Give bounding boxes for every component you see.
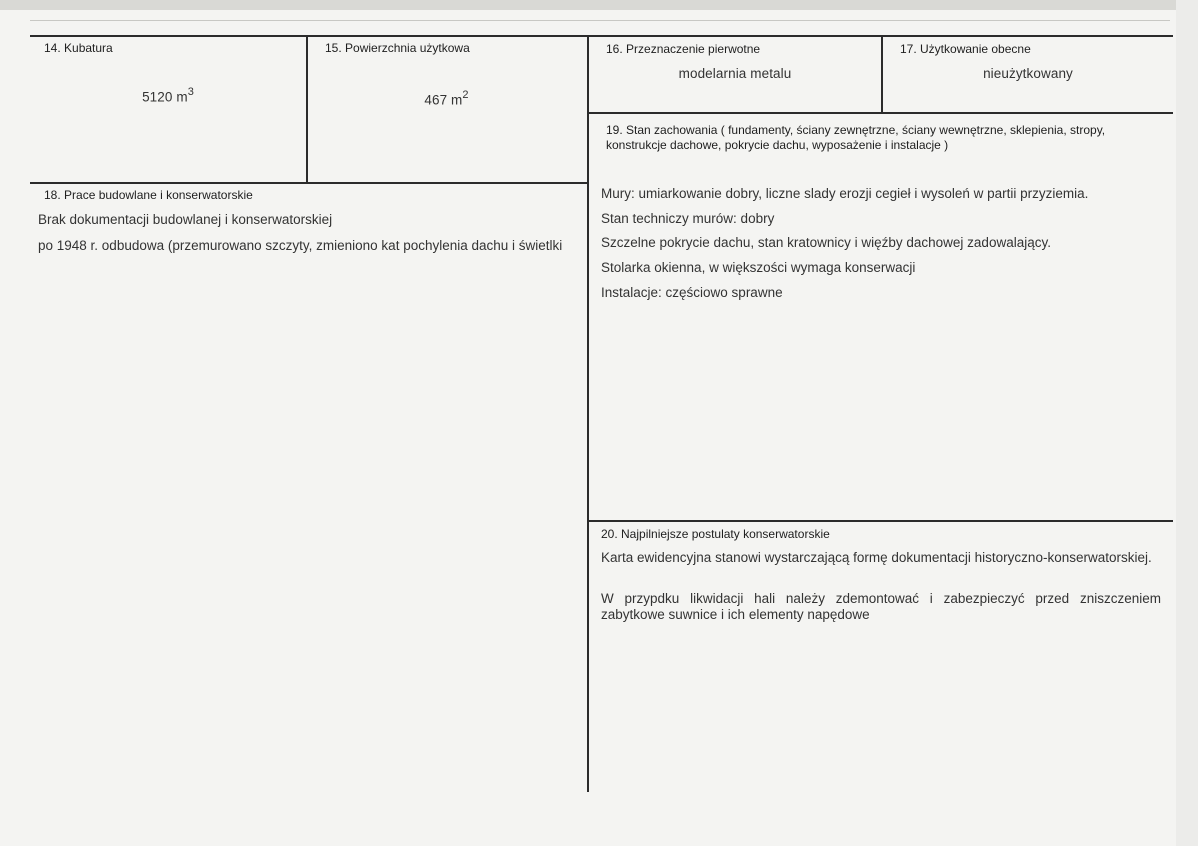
scan-right-edge bbox=[1176, 0, 1198, 846]
field-15-label: 15. Powierzchnia użytkowa bbox=[325, 41, 470, 55]
field-20-label: 20. Najpilniejsze postulaty konserwatorskie bbox=[601, 527, 830, 541]
field-15-unit-exponent: 2 bbox=[462, 89, 469, 101]
scan-top-edge bbox=[0, 0, 1198, 10]
field-19-line-4: Stolarka okienna, w większości wymaga konserwacji bbox=[601, 260, 916, 275]
field-15-value bbox=[306, 90, 587, 108]
grid-col-2 bbox=[587, 35, 589, 792]
field-16-label: 16. Przeznaczenie pierwotne bbox=[606, 42, 761, 56]
field-17-value: nieużytkowany bbox=[983, 66, 1073, 81]
field-14-unit-exponent: 3 bbox=[187, 86, 194, 98]
field-18-label: 18. Prace budowlane i konserwatorskie bbox=[44, 188, 253, 202]
field-19-label: 19. Stan zachowania ( fundamenty, ściany zewnętrzne, ściany wewnętrzne, sklepienia, stropy, konstrukcje dachowe, pokrycie dachu, wyposażenie i instalacje ) bbox=[606, 123, 1106, 152]
field-19-line-1: Mury: umiarkowanie dobry, liczne slady erozji cegieł i wysoleń w partii przyziemia. bbox=[601, 186, 1089, 201]
field-14-value bbox=[30, 87, 306, 105]
field-17-label: 17. Użytkowanie obecne bbox=[900, 42, 1031, 56]
field-14-number: 5120 m bbox=[142, 89, 188, 105]
field-20-line-1: Karta ewidencyjna stanowi wystarczającą formę dokumentacji historyczno-konserwatorskiej. bbox=[601, 550, 1152, 565]
grid-row3-right bbox=[588, 520, 1173, 522]
grid-col-1 bbox=[306, 35, 308, 184]
grid-top-left bbox=[30, 35, 588, 37]
field-18-line-2: po 1948 r. odbudowa (przemurowano szczyty, zmieniono kat pochylenia dachu i świetlki bbox=[38, 238, 563, 253]
field-20-line-2: W przypdku likwidacji hali należy zdemontować i zabezpieczyć przed zniszczeniem zabytkowe suwnice i ich elementy napędowe bbox=[601, 591, 1161, 622]
scan-top-line bbox=[30, 20, 1170, 21]
field-19-line-5: Instalacje: częściowo sprawne bbox=[601, 285, 783, 300]
field-15-number: 467 m bbox=[424, 92, 463, 108]
field-19-line-3: Szczelne pokrycie dachu, stan kratownicy i więźby dachowej zadowalający. bbox=[601, 235, 1051, 250]
field-16-value: modelarnia metalu bbox=[678, 66, 792, 81]
field-14-label: 14. Kubatura bbox=[44, 41, 113, 55]
field-18-line-1: Brak dokumentacji budowlanej i konserwatorskiej bbox=[38, 212, 333, 227]
grid-row2-left bbox=[30, 182, 588, 184]
field-19-line-2: Stan techniczy murów: dobry bbox=[601, 211, 775, 226]
